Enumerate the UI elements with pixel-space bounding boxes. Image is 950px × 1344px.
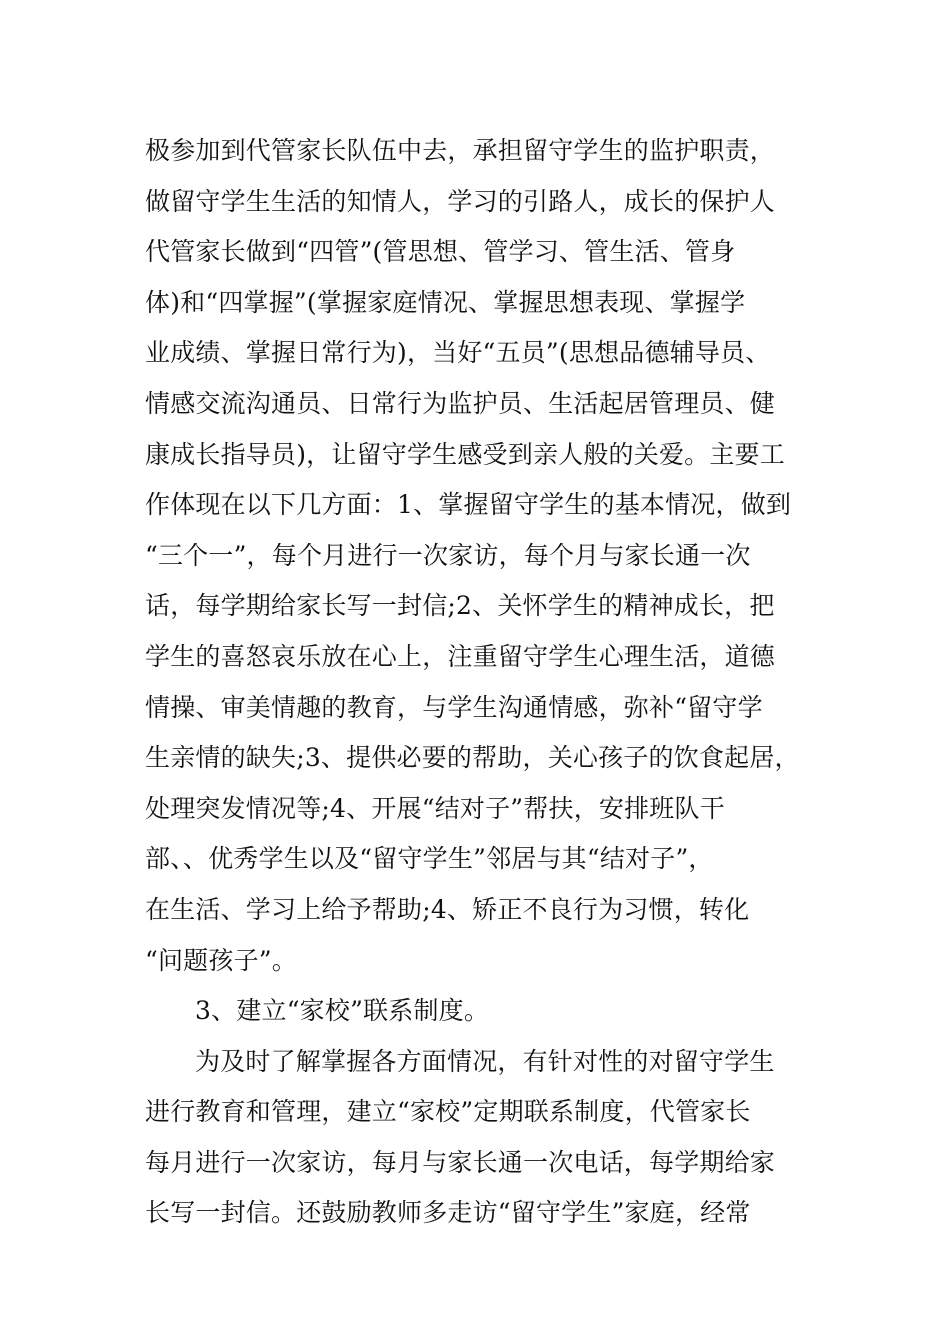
text-line: “三个一”，每个月进行一次家访，每个月与家长通一次 [145, 540, 751, 570]
text-line: 业成绩、掌握日常行为)，当好“五员”(思想品德辅导员、 [145, 338, 771, 368]
text-line: 代管家长做到“四管”(管思想、管学习、管生活、管身 [145, 237, 736, 267]
text-line: 在生活、学习上给予帮助;4、矫正不良行为习惯，转化 [145, 894, 750, 924]
text-line: 为及时了解掌握各方面情况，有针对性的对留守学生 [195, 1046, 775, 1076]
text-line: 部、、优秀学生以及“留守学生”邻居与其“结对子”， [145, 844, 714, 874]
text-line: 生亲情的缺失;3、提供必要的帮助，关心孩子的饮食起居， [145, 743, 800, 773]
text-line: 体)和“四掌握”(掌握家庭情况、掌握思想表现、掌握学 [145, 287, 746, 317]
text-line: 康成长指导员)，让留守学生感受到亲人般的关爱。主要工 [145, 439, 785, 469]
text-line: 学生的喜怒哀乐放在心上，注重留守学生心理生活，道德 [145, 641, 776, 671]
text-line: 情操、审美情趣的教育，与学生沟通情感，弥补“留守学 [145, 692, 763, 722]
text-line: 情感交流沟通员、日常行为监护员、生活起居管理员、健 [145, 388, 776, 418]
paragraph-2 [145, 1037, 815, 1239]
document-body [145, 126, 815, 1239]
text-line: 处理突发情况等;4、开展“结对子”帮扶，安排班队干 [145, 793, 725, 823]
text-line: 话，每学期给家长写一封信;2、关怀学生的精神成长，把 [145, 591, 775, 621]
section-heading: 3、建立“家校”联系制度。 [195, 996, 490, 1026]
text-line: 进行教育和管理，建立“家校”定期联系制度，代管家长 [145, 1097, 751, 1127]
paragraph-1 [145, 126, 815, 986]
text-line: 作体现在以下几方面：1、掌握留守学生的基本情况，做到 [145, 490, 792, 520]
text-line: 极参加到代管家长队伍中去，承担留守学生的监护职责， [145, 136, 776, 165]
text-line: 做留守学生生活的知情人，学习的引路人，成长的保护人 [145, 186, 776, 216]
text-line: 长写一封信。还鼓励教师多走访“留守学生”家庭，经常 [145, 1198, 751, 1228]
text-line: 每月进行一次家访，每月与家长通一次电话，每学期给家 [145, 1147, 776, 1177]
text-line: “问题孩子”。 [145, 945, 297, 975]
